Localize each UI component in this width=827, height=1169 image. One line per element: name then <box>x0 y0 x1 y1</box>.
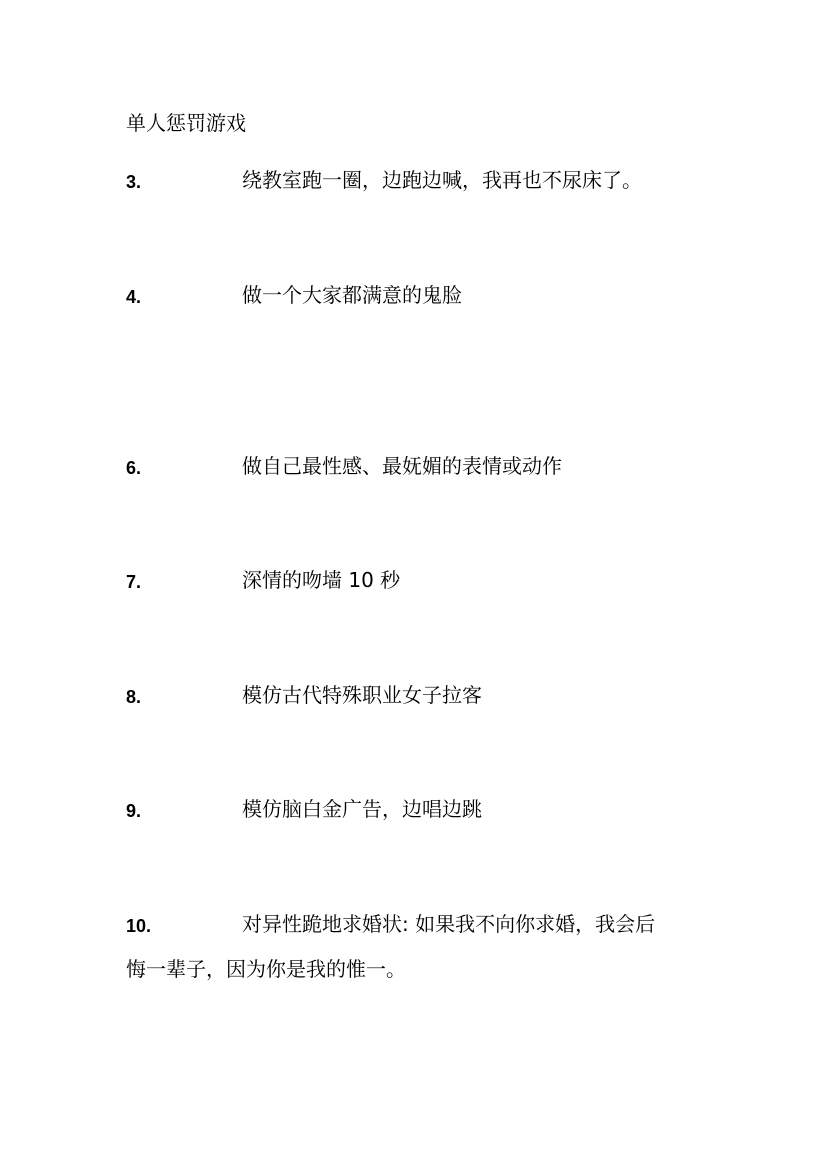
item-number: 10. <box>126 916 152 936</box>
item-text: 模仿脑白金广告，边唱边跳 <box>242 797 482 821</box>
item-text-continuation: 悔一辈子，因为你是我的惟一。 <box>126 957 406 981</box>
document-title: 单人惩罚游戏 <box>126 111 246 135</box>
item-text: 做一个大家都满意的鬼脸 <box>242 283 462 307</box>
item-text: 对异性跪地求婚状: 如果我不向你求婚，我会后 <box>242 912 656 936</box>
item-text: 绕教室跑一圈，边跑边喊，我再也不尿床了。 <box>242 168 642 192</box>
item-text: 模仿古代特殊职业女子拉客 <box>242 683 482 707</box>
item-number: 6. <box>126 458 142 478</box>
item-number: 7. <box>126 572 142 592</box>
item-number: 3. <box>126 172 142 192</box>
item-number: 8. <box>126 687 142 707</box>
item-text: 做自己最性感、最妩媚的表情或动作 <box>242 454 562 478</box>
item-number: 4. <box>126 287 142 307</box>
item-text: 深情的吻墙 10 秒 <box>242 568 401 592</box>
item-number: 9. <box>126 801 142 821</box>
